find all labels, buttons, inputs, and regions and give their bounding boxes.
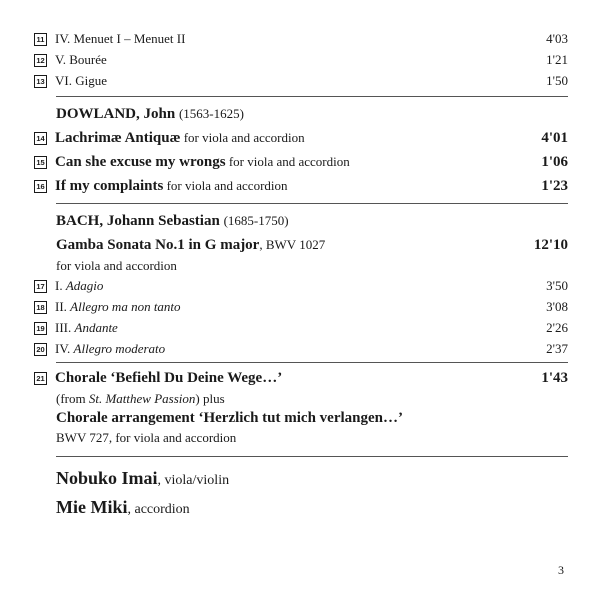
work-title: Gamba Sonata No.1 in G major [56,237,260,253]
section-divider [56,96,568,97]
chorale-catalog: BWV 727, for viola and accordion [56,430,237,445]
track-duration: 2'26 [546,320,568,335]
work-scoring: for viola and accordion [56,258,177,273]
track-duration: 3'50 [546,278,568,293]
composer-dates: (1563-1625) [178,106,244,121]
performer-role: , viola/violin [157,473,230,488]
bach-section [34,209,568,448]
chorale-source [34,390,568,408]
track-number: 15 [34,156,47,169]
chorale-title: Chorale ‘Befiehl Du Deine Wege…’ [55,370,283,386]
movement-title: Adagio [65,278,104,293]
movement-row [34,275,568,296]
track-number: 20 [34,343,47,356]
track-duration: 2'37 [546,341,568,356]
track-number: 17 [34,280,47,293]
track-row [34,49,568,70]
composer-name: DOWLAND, John [56,106,176,122]
movement-title: Allegro ma non tanto [70,299,181,314]
track-row [34,174,568,198]
track-row [34,70,568,91]
track-title: V. Bourée [55,52,107,67]
composer-heading [34,102,568,126]
movement-title: Allegro moderato [73,341,166,356]
track-duration: 4'03 [546,31,568,46]
movement-prefix: IV. [55,341,74,356]
work-duration: 12'10 [533,237,568,253]
track-number: 18 [34,301,47,314]
chorale-row [34,366,568,390]
movement-prefix: III. [55,320,75,335]
section-divider [56,203,568,204]
track-duration: 1'50 [546,73,568,88]
track-number: 12 [34,54,47,67]
track-list-top [34,28,568,91]
track-detail: for viola and accordion [225,154,350,169]
chorale-duration: 1'43 [541,370,568,386]
performer-name: Mie Miki [56,497,128,517]
chorale-arrangement: Chorale arrangement ‘Herzlich tut mich verlangen…’ [56,410,403,426]
movement-row [34,317,568,338]
performer-role: , accordion [127,502,190,517]
composer-name: BACH, Johann Sebastian [56,213,220,229]
track-number: 21 [34,372,47,385]
chorale-from-prefix: (from [56,391,89,406]
performer [34,494,568,523]
movement-prefix: I. [55,278,66,293]
work-heading [34,233,568,257]
movement-row [34,296,568,317]
movement-title: Andante [74,320,118,335]
movement-prefix: II. [55,299,71,314]
track-number: 16 [34,180,47,193]
track-duration: 1'06 [541,154,568,170]
track-number: 11 [34,33,47,46]
track-title: If my complaints [55,178,164,194]
track-duration: 1'23 [541,178,568,194]
track-title: IV. Menuet I – Menuet II [55,31,186,46]
page-number: 3 [558,563,564,577]
dowland-section [34,102,568,198]
track-detail: for viola and accordion [180,130,305,145]
track-row [34,150,568,174]
composer-heading [34,209,568,233]
track-duration: 3'08 [546,299,568,314]
track-number: 13 [34,75,47,88]
track-title: Can she excuse my wrongs [55,154,226,170]
section-divider [56,456,568,457]
composer-dates: (1685-1750) [223,213,289,228]
section-divider [56,362,568,363]
track-title: VI. Gigue [55,73,107,88]
performers [34,465,568,523]
track-number: 19 [34,322,47,335]
track-duration: 4'01 [541,130,568,146]
chorale-from-suffix: ) plus [195,391,225,406]
chorale-from-work: St. Matthew Passion [88,391,196,406]
performer [34,465,568,494]
track-listing [34,28,568,523]
work-catalog: , BWV 1027 [259,237,326,252]
track-row [34,126,568,150]
performer-name: Nobuko Imai [56,468,158,488]
track-detail: for viola and accordion [163,178,288,193]
track-title: Lachrimæ Antiquæ [55,130,181,146]
track-number: 14 [34,132,47,145]
track-row [34,28,568,49]
track-duration: 1'21 [546,52,568,67]
movement-row [34,338,568,359]
